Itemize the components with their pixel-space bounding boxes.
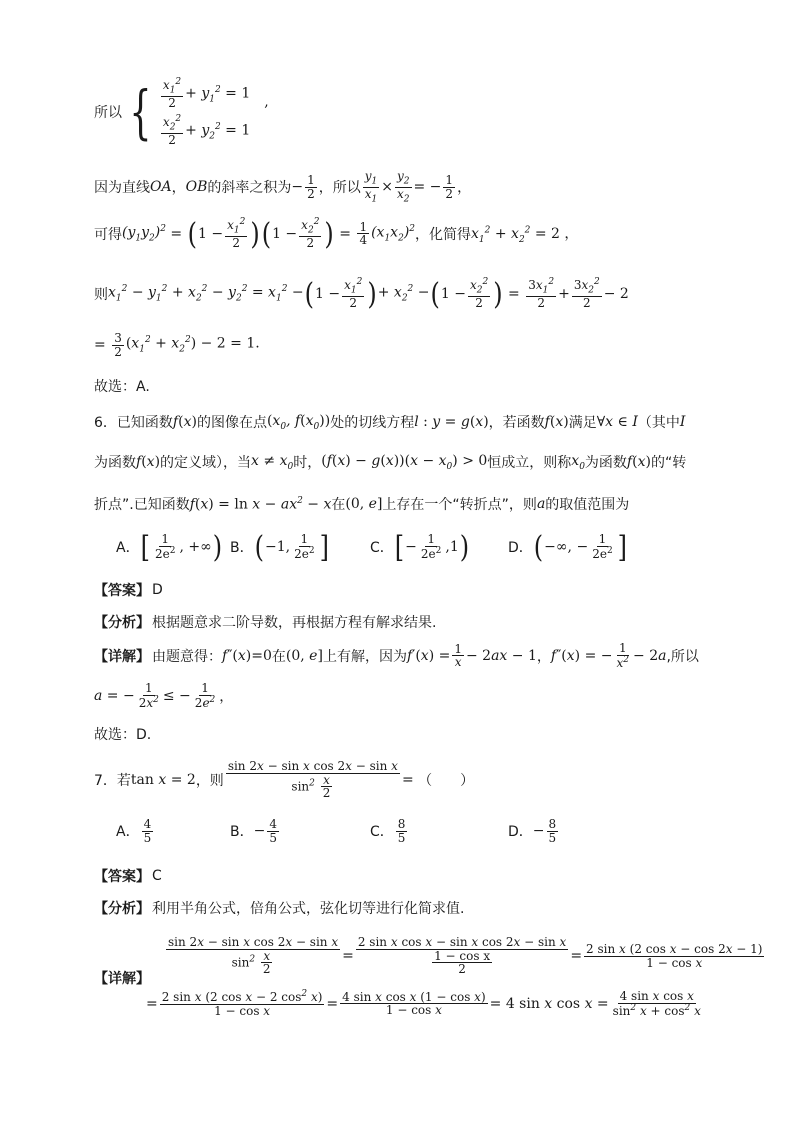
q7-line: 7．若 tan x = 2 ，则 sin 2x − sin x cos 2x − sin x $\sin^2$ $\frac{x}{2}$ = （ ） [94,759,475,801]
q7-option-b[interactable] [230,818,281,844]
brace-symbol: { [129,78,152,147]
q6-analysis-text: 根据题意求二阶导数，再根据方程有解求结果. [152,615,437,631]
system-eq2: $\frac{x_2^2}{2}$ + $y_2^2 = 1$ [162,114,251,148]
q6-analysis [94,612,436,632]
q6-text-l2c: 时， [293,455,322,471]
q7-detail-line1: 【详解】 sin 2x − sin x cos 2x − sin x $\sin^2$ $\frac{x}{2}$ = $\frac{\text{2 sin x cos x − sin x cos 2x − sin x}}{\frac{\text{1 − cos x}}{2}}$ = $\frac{\text{2 sin x (2 cos x − cos 2x − 1)}}{\text{1 − cos x}}$ [94,935,763,987]
q7-option-b-den: 5 [269,830,277,845]
derive-line: 可得 $(y_1y_2)^2$ = ( 1 − $\frac{x_1^2}{2}$ ) ( 1 − $\frac{x_2^2}{2}$ ) = $\frac{1}{4}$ $(x_1x_2)^2$ ，化简得 $x_1^2 + x_2^2 = 2$ ， [94,216,579,252]
q6-line2: 为函数 f(x) 的定义域），当 $x \ne x_0$ 时， $(f(x) - g(x))(x - x_0) > 0$ 恒成立，则称 $x_0$ 为函数 f(x) 的“转 [94,452,687,472]
result-line: = $\frac{3}{2}$ $(x_1^2 + x_2^2) - 2 = 1$. [94,331,260,359]
q6-detail-c: 上有解，因为 [322,648,407,665]
q6-option-b[interactable]: B． ( −1, $\frac{1}{2e^2}$ ] [230,529,329,565]
q7-option-d-label: D． [508,824,533,841]
q6-text-l2b: 的定义域），当 [160,455,252,471]
q6-detail-d: ， [536,648,551,665]
q7-option-c-num: 8 [397,817,406,831]
answer-tag: 【答案】 [94,583,150,599]
q7-option-d-sign: − [532,823,545,840]
q6-detail-a: 由题意得： [152,648,222,665]
q6-detail-b: 在 [271,648,286,665]
q6-text-l2a: 为函数 [94,455,136,471]
q6-text-e: 满足 [568,415,597,431]
ob-label: OB [185,179,208,196]
q6-text-l3b: 在 [331,497,346,513]
q6-option-c[interactable]: C． [ − $\frac{1}{2e^2}$ ,1 ) [370,529,470,565]
q6-number: 6．已知函数 [94,415,173,431]
slope-line: 因为直线 OA ， OB 的斜率之积为 − $\frac{1}{2}$ ，所以 $\frac{y_1}{x_1}$ × $\frac{y_2}{x_2}$ = − $\frac{1}{2}$ ， [94,169,472,205]
q7-option-c-label: C． [370,824,394,841]
q7-option-b-sign: − [253,823,266,840]
q6-answer-value: D [152,582,163,598]
q6-detail: 【详解】 由题意得： f″(x)=0 在 (0, e] 上有解，因为 f′(x) = $\frac{1}{x}$ − 2ax − 1 ， f″(x) = − $\frac{1}{x^2}$ − 2a ,所以 [94,641,699,670]
text-slope-product: 的斜率之积为 [207,180,292,197]
q6-detail-line2: a = − $\frac{1}{2x^2}$ ≤ − $\frac{1}{2e^2}$ ， [94,681,234,710]
equation-system [159,78,250,147]
q7-analysis-text: 利用半角公式，倍角公式，弦化切等进行化简求值. [152,901,465,917]
q7-text-b: ，则 [195,772,224,789]
detail-tag: 【详解】 [94,648,150,665]
analysis-tag-7: 【分析】 [94,901,150,917]
oa-label: OA [150,179,172,196]
q6-text-l3a: 折点”.已知函数 [94,497,190,513]
text-so2: ，所以 [318,180,361,197]
q6-answer [94,580,163,600]
q7-answer-value: C [152,868,162,884]
q7-option-b-label: B． [230,824,254,841]
text-then: 则 [94,286,108,303]
q7-answer [94,866,162,886]
q7-analysis [94,898,464,918]
q6-text-l2d: 恒成立，则称 [487,455,572,471]
then-line: 则 $x_1^2 - y_1^2 + x_2^2 - y_2^2 = x_1^2$ − ( 1 − $\frac{x_1^2}{2}$ ) + $x_2^2$ − ( 1 − $\frac{x_2^2}{2}$ ) = $\frac{3x_1^2}{2}$ + $\frac{3x_2^2}{2}$ − 2 [94,276,629,312]
q6-text-f: （其中 [637,415,680,431]
q6-text-d: ，若函数 [488,415,545,431]
text-so: 所以 [94,105,122,122]
q6-text-l3c: 上存在一个“转折点”，则 [382,497,537,513]
q7-number: 7．若 [94,772,131,789]
q6-text-c: 处的切线方程 [330,415,415,431]
q6-option-c-label: C． [370,540,394,556]
q7-option-a-den: 5 [143,830,152,845]
q6-line3: 折点”.已知函数 $f(x) = \ln x - ax^2 - x$ 在 (0, e] 上存在一个“转折点”，则 a 的取值范围为 [94,495,630,513]
q6-text-b: 的图像在点 [196,415,267,431]
system-eq1: $\frac{x_1^2}{2}$ + $y_1^2 = 1$ [162,77,251,110]
q7-option-c-den: 5 [397,830,406,845]
text-simplify: ，化简得 [415,226,472,243]
q6-option-b-label: B． [230,540,254,556]
q6-detail-e: ,所以 [666,648,699,665]
detail-tag-7: 【详解】 [94,971,150,987]
text-because: 因为直线 [94,180,150,197]
choose-d-line: 故选：D. [94,727,152,743]
q6-text-l3d: 的取值范围为 [545,497,630,513]
q7-option-c[interactable] [370,818,409,844]
q7-option-a-label: A． [116,824,140,841]
system-line: 所以 { $\frac{x_1^2}{2}$ + $y_1^2 = 1$ $\frac{x_2^2}{2}$ + $y_2^2 = 1$ , [94,77,269,148]
q6-option-a[interactable]: A． [ $\frac{1}{2e^2}$ , +∞ ) [116,529,223,565]
q6-option-d[interactable]: D． ( −∞, − $\frac{1}{2e^2}$ ] [508,529,628,565]
q7-option-d[interactable] [508,818,560,844]
q6-option-a-label: A． [116,540,140,556]
choose-a-line: 故选：A. [94,379,150,395]
q7-option-d-num: 8 [548,817,557,831]
frac-half: $\frac{1}{2}$ [307,173,315,201]
q7-paren: （ ） [418,772,475,789]
q7-option-a[interactable] [116,818,155,844]
q7-option-a-num: 4 [143,817,152,831]
analysis-tag: 【分析】 [94,615,150,631]
q6-text-l2f: 的“转 [650,455,687,471]
q6-text-l2e: 为函数 [584,455,627,471]
q7-option-b-num: 4 [269,817,277,831]
q6-line1: 6．已知函数 f(x) 的图像在点 ($x_0$, $f(x_0)$) 处的切线方程 l : y = g(x) ，若函数 f(x) 满足 ∀x ∈ I （其中 I [94,412,686,432]
q7-detail-line2: = $\frac{2 \sin x (2 \cos x - 2 \cos^2 x)}{\text{1 − cos x}}$ = $\frac{\text{4 sin x cos x (1 − cos x)}}{\text{1 − cos x}}$ = 4 sin x cos x = $\frac{\text{4 sin x cos x}}{\sin^2 x + \cos^2 x}$ [146,989,701,1018]
answer-tag-7: 【答案】 [94,869,150,885]
q7-option-d-den: 5 [548,830,557,845]
q6-option-d-label: D． [508,540,533,556]
text-can-get: 可得 [94,226,122,243]
